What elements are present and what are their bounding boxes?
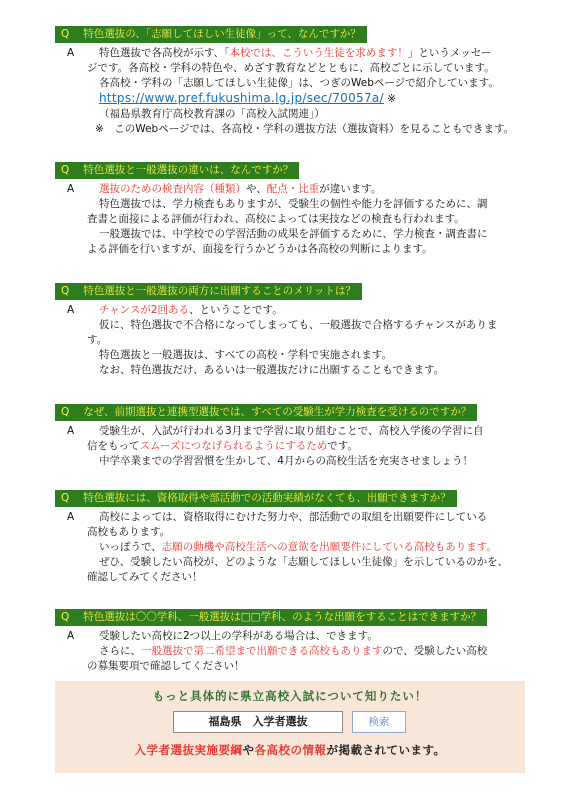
answer-line: A 選抜のための検査内容（種類）や、配点・比重が違います。 bbox=[67, 183, 382, 195]
question-header: Q 特色選抜は〇〇学科、一般選抜は□□学科、のような出願をすることはできますか？ bbox=[55, 609, 487, 626]
question-header: Q 特色選抜には、資格取得や部活動での活動実績がなくても、出願できますか？ bbox=[55, 490, 457, 507]
answer-line: 仮に、特色選抜で不合格になってしまっても、一般選抜で合格するチャンスがありま bbox=[99, 319, 498, 331]
answer-line: ジです。各高校・学科の特色や、めざす教育などとともに、高校ごとに示しています。 bbox=[87, 62, 495, 74]
webpage-link[interactable]: https://www.pref.fukushima.lg.jp/sec/70057a/ bbox=[99, 91, 384, 105]
answer-line: （福島県教育庁高校教育課の「高校入試関連」） bbox=[99, 108, 325, 120]
question-header: Q 特色選抜と一般選抜の両方に出願することのメリットは？ bbox=[55, 283, 362, 300]
search-button[interactable]: 検索 bbox=[352, 711, 406, 733]
answer-line: 各高校・学科の「志願してほしい生徒像」は、つぎのWebページで紹介しています。 bbox=[99, 77, 499, 89]
qa-block-4 bbox=[55, 404, 525, 469]
search-banner bbox=[55, 681, 525, 773]
answer-line: 特色選抜では、学力検査もありますが、受験生の個性や能力を評価するために、調 bbox=[99, 198, 488, 210]
answer-line: 信をもってスムーズにつなげられるようにするためです。 bbox=[87, 440, 358, 452]
answer-line: https://www.pref.fukushima.lg.jp/sec/70057a/ ※ bbox=[99, 91, 397, 105]
answer-line: 高校もあります。 bbox=[87, 526, 171, 538]
answer-line: A チャンスが2回ある、ということです。 bbox=[67, 304, 283, 316]
answer-line: の募集要項で確認してください！ bbox=[87, 660, 245, 672]
qa-block-3 bbox=[55, 283, 525, 378]
answer-line: さらに、一般選抜で第二希望まで出願できる高校もありますので、受験したい高校 bbox=[99, 645, 488, 657]
question-header: Q 特色選抜の、「志願してほしい生徒像」って、なんですか？ bbox=[55, 26, 367, 43]
qa-block-6 bbox=[55, 609, 525, 674]
qa-block-2 bbox=[55, 162, 525, 257]
answer-line: 査書と面接による評価が行われ、高校によっては実技などの検査も行われます。 bbox=[87, 213, 465, 225]
question-header: Q なぜ、前期選抜と連携型選抜では、すべての受験生が学力検査を受けるのですか？ bbox=[55, 404, 477, 421]
answer-line: 一般選抜では、中学校での学習活動の成果を評価するために、学力検査・調査書に bbox=[99, 228, 488, 240]
answer-line: A 特色選抜で各高校が示す、「本校では、こういう生徒を求めます！」というメッセー bbox=[67, 47, 492, 59]
answer-line: す。 bbox=[87, 334, 108, 346]
answer-line: 中学卒業までの学習習慣を生かして、4月からの高校生活を充実させましょう！ bbox=[99, 455, 473, 467]
search-input[interactable]: 福島県 入学者選抜 bbox=[173, 711, 343, 733]
answer-line: なお、特色選抜だけ、あるいは一般選抜だけに出願することもできます。 bbox=[99, 364, 445, 376]
answer-line: A 受験したい高校に2つ以上の学科がある場合は、できます。 bbox=[67, 630, 378, 642]
banner-title: もっと具体的に県立高校入試について知りたい！ bbox=[152, 689, 428, 703]
answer-line: いっぽうで、志願の動機や高校生活への意欲を出願要件にしている高校もあります。 bbox=[99, 541, 497, 553]
qa-block-1 bbox=[55, 26, 525, 137]
question-header: Q 特色選抜と一般選抜の違いは、なんですか？ bbox=[55, 162, 299, 179]
answer-note: ※ このWebページでは、各高校・学科の選抜方法（選抜資料）を見ることもできます。 bbox=[95, 123, 515, 135]
answer-line: 特色選抜と一般選抜は、すべての高校・学科で実施されます。 bbox=[99, 349, 392, 361]
answer-line: A 高校によっては、資格取得にむけた努力や、部活動での取組を出願要件にしている bbox=[67, 511, 488, 523]
banner-footer: 入学者選抜実施要綱や各高校の情報が掲載されています。 bbox=[134, 743, 446, 757]
answer-line: よる評価を行いますが、面接を行うかどうかは各高校の判断によります。 bbox=[87, 243, 433, 255]
answer-line: 確認してみてください！ bbox=[87, 571, 203, 583]
answer-line: ぜひ、受験したい高校が、どのような「志願してほしい生徒像」を示しているのかを、 bbox=[99, 556, 509, 568]
qa-block-5 bbox=[55, 490, 525, 585]
answer-line: A 受験生が、入試が行われる3月まで学習に取り組むことで、高校入学後の学習に自 bbox=[67, 425, 484, 437]
